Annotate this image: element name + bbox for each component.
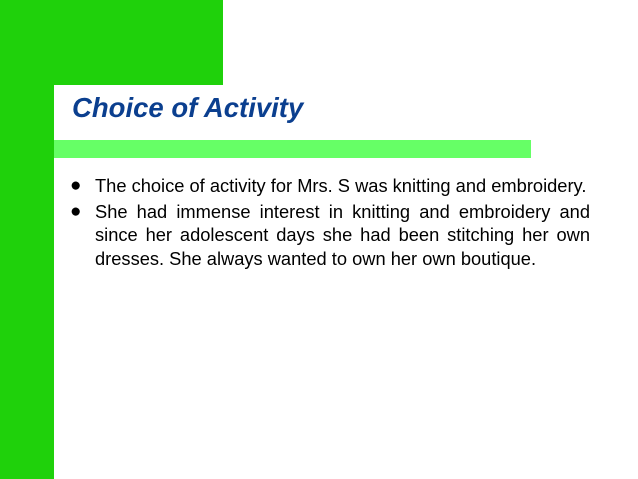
bullet-text: The choice of activity for Mrs. S was knitting and embroidery. (95, 175, 587, 196)
bullet-dot-icon: ● (70, 200, 82, 222)
bullet-item (70, 174, 590, 198)
title-underline-bar (54, 140, 531, 158)
left-accent-strip (0, 0, 54, 479)
slide-title: Choice of Activity (72, 92, 304, 123)
bullet-list (70, 174, 590, 272)
bullet-dot-icon: ● (70, 175, 82, 196)
bullet-item (70, 200, 590, 271)
bullet-text: She had immense interest in knitting and embroidery and since her adolescent days she had been stitching her own dresses. She always wanted to own her own boutique. (95, 200, 590, 269)
